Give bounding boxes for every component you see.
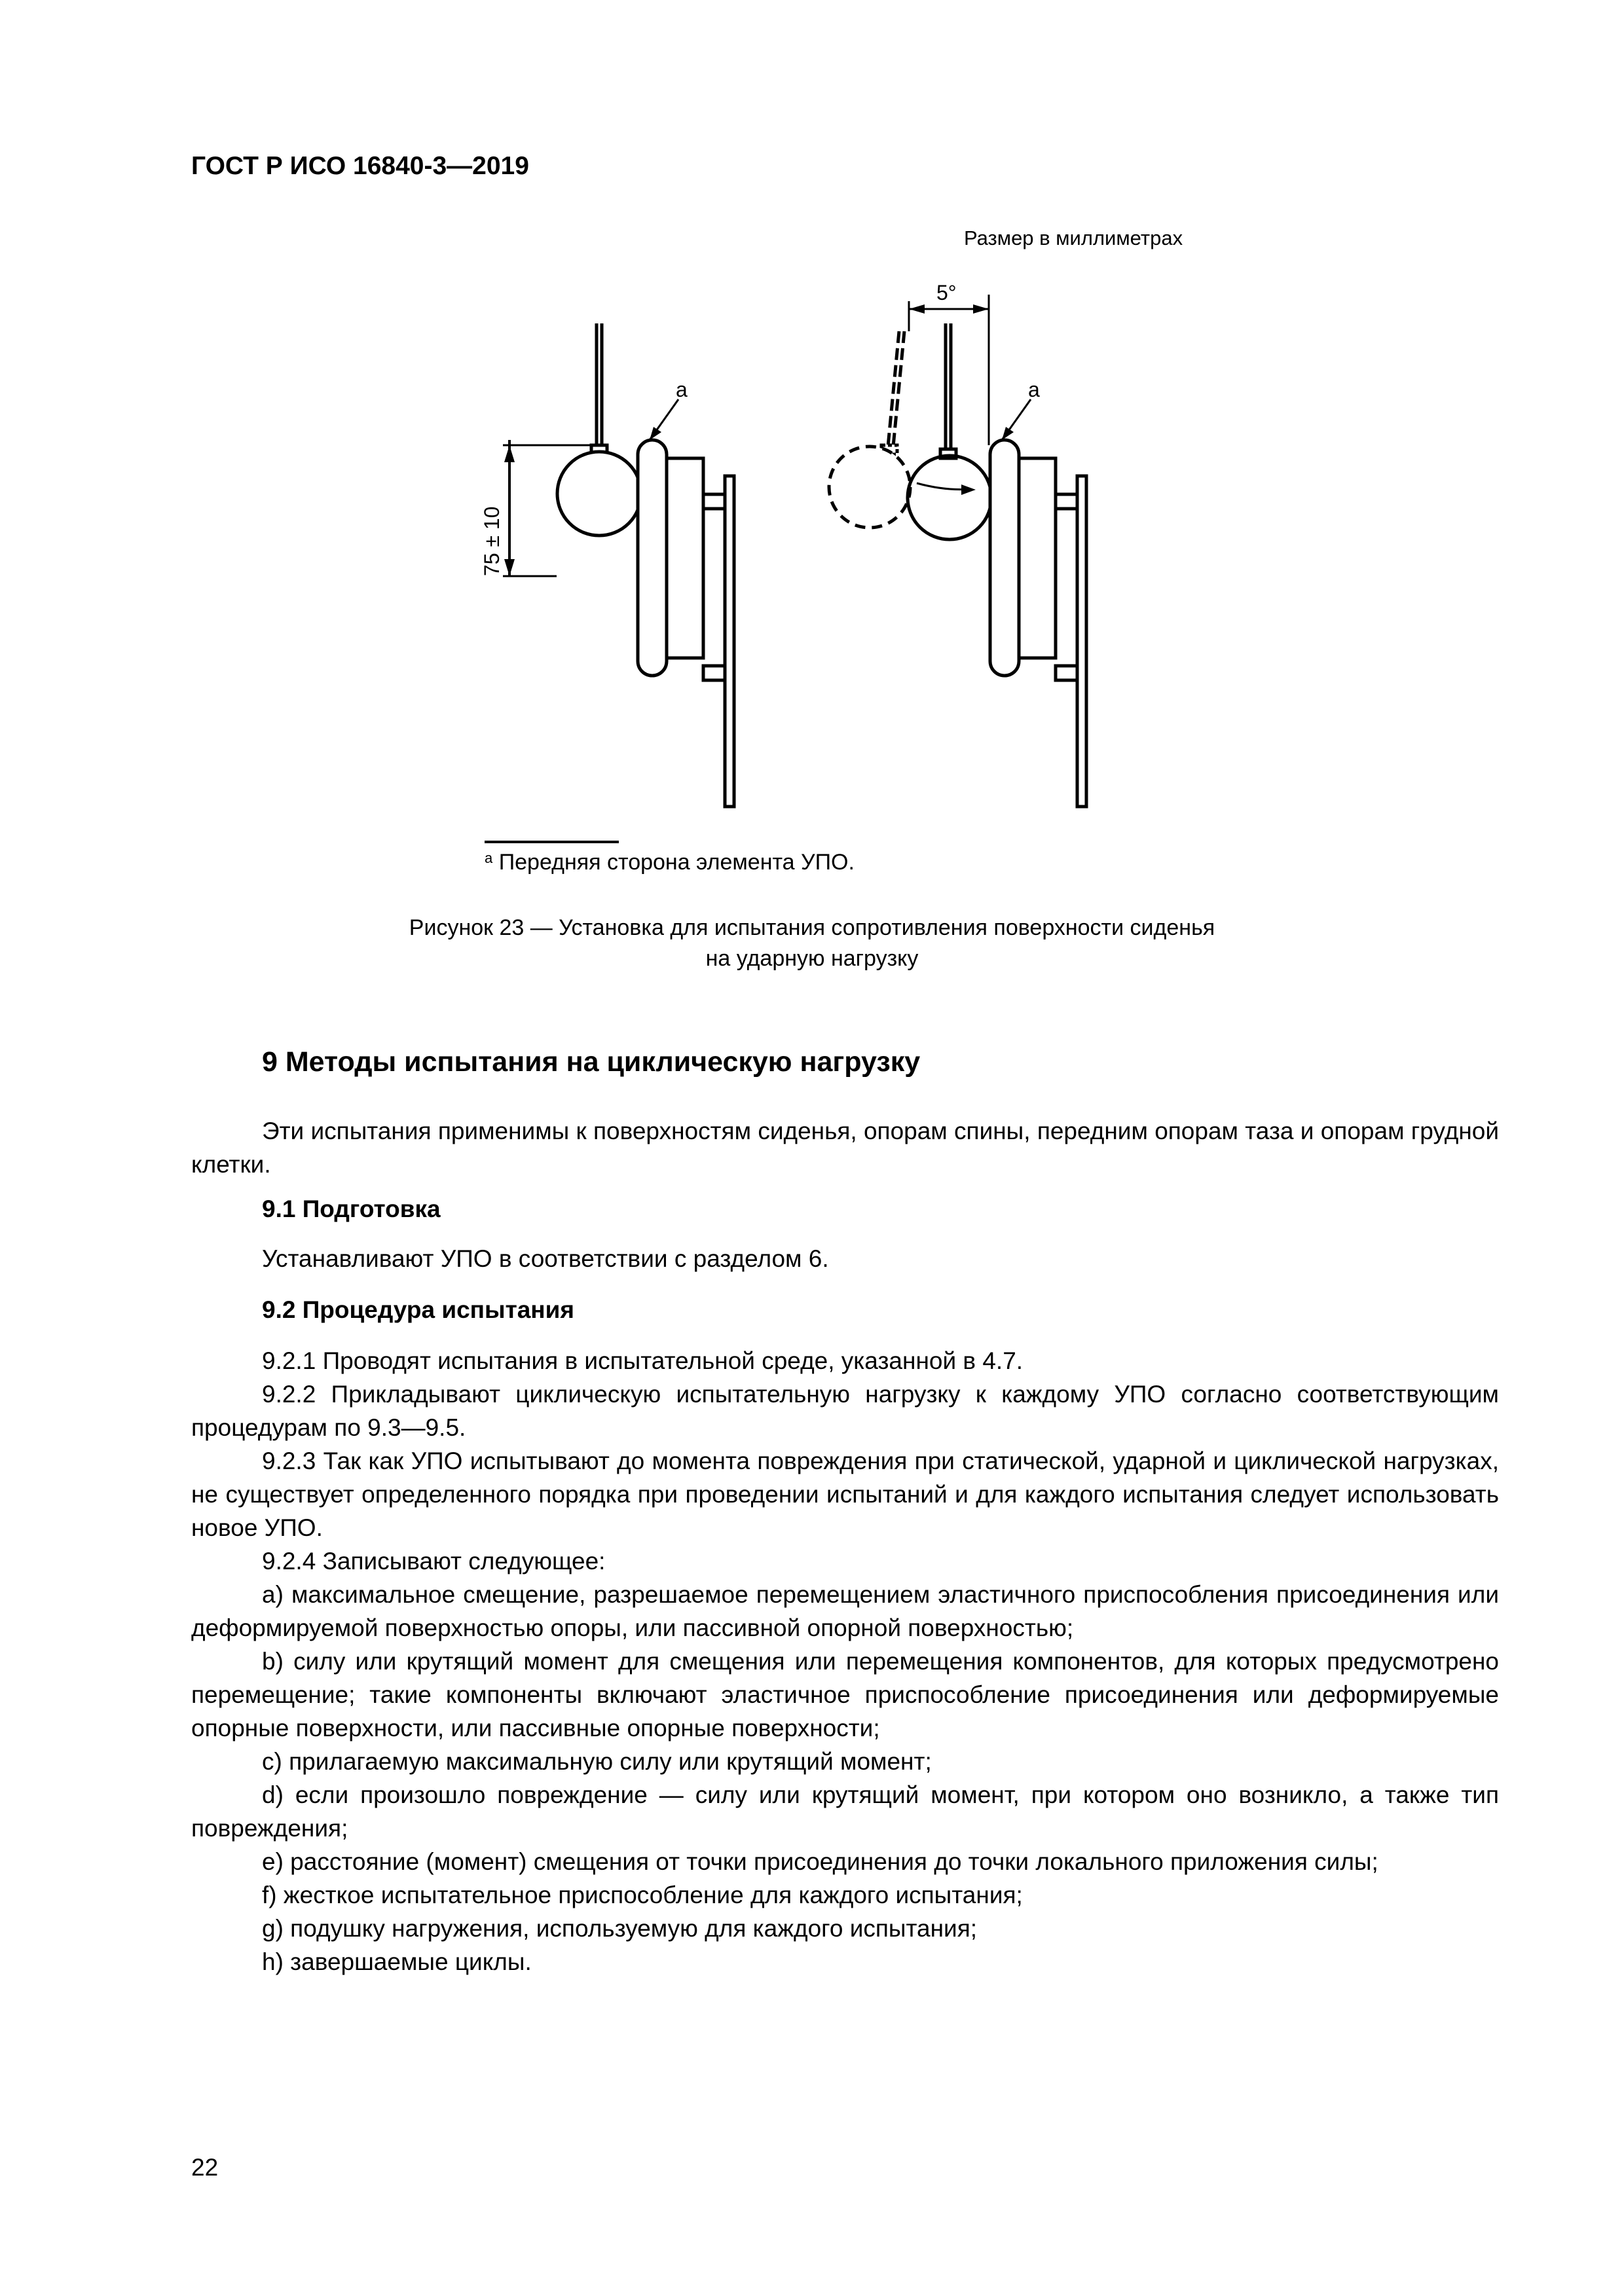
document-code-header: ГОСТ Р ИСО 16840-3—2019 (191, 152, 529, 180)
right-marker-label: а (1028, 378, 1040, 401)
sub1-paragraph: Устанавливают УПО в соответствии с разделом 6. (262, 1245, 829, 1272)
left-seat-cushion (667, 458, 703, 658)
paragraph-9-2-3: 9.2.3 Так как УПО испытывают до момента повреждения при статической, ударной и циклической нагрузках, не существует определенного порядка при проведении испытаний и для каждого испытания следует использовать новое УПО. (191, 1448, 1499, 1541)
right-ball-start-position (829, 446, 910, 528)
caption-line-1: Рисунок 23 — Установка для испытания сопротивления поверхности сиденья (409, 915, 1215, 940)
footnote-text: Передняя сторона элемента УПО. (498, 850, 855, 875)
dimension-label: 75 ± 10 (480, 506, 504, 576)
page-number: 22 (191, 2154, 219, 2181)
figure-23-diagram (458, 268, 1139, 818)
paragraph-9-2-1: 9.2.1 Проводят испытания в испытательной среде, указанной в 4.7. (262, 1347, 1024, 1374)
list-item: a) максимальное смещение, разрешаемое перемещением эластичного приспособления присоединения или деформируемой поверхностью опоры, или пассивной опорной поверхностью; (191, 1581, 1499, 1641)
list-item: d) если произошло повреждение — силу или крутящий момент, при котором оно возникло, а также тип повреждения; (191, 1781, 1499, 1842)
section-title: 9 Методы испытания на циклическую нагрузку (262, 1046, 921, 1078)
left-mount-plate (725, 476, 734, 807)
intro-paragraph: Эти испытания применимы к поверхностям сиденья, опорам спины, передним опорам таза и опорам грудной клетки. (191, 1118, 1499, 1178)
footnote-marker: а (485, 850, 493, 866)
right-impactor-ball (908, 456, 991, 539)
angle-label: 5° (936, 281, 957, 304)
subsection-9-1-body (191, 1242, 1499, 1275)
left-seat-surface (638, 440, 667, 676)
list-item: f) жесткое испытательное приспособление для каждого испытания; (262, 1882, 1023, 1908)
list-item: e) расстояние (момент) смещения от точки присоединения до точки локального приложения силы; (262, 1848, 1378, 1875)
left-impactor-ball (557, 452, 641, 536)
subsection-9-1-title: 9.1 Подготовка (262, 1195, 441, 1222)
right-mount-plate (1077, 476, 1086, 807)
list-item: g) подушку нагружения, используемую для каждого испытания; (262, 1915, 978, 1942)
list-item: c) прилагаемую максимальную силу или крутящий момент; (262, 1748, 932, 1775)
paragraph-9-2-2: 9.2.2 Прикладывают циклическую испытательную нагрузку к каждому УПО согласно соответствующим процедурам по 9.3—9.5. (191, 1381, 1499, 1441)
right-seat-cushion (1019, 458, 1056, 658)
list-item: h) завершаемые циклы. (262, 1948, 532, 1975)
figure-footnote (485, 850, 855, 875)
right-seat-surface (990, 440, 1019, 676)
footnote-divider (485, 841, 619, 843)
paragraph-9-2-4: 9.2.4 Записывают следующее: (262, 1548, 606, 1575)
units-note: Размер в миллиметрах (964, 227, 1183, 249)
section-intro (191, 1114, 1499, 1181)
caption-line-2: на ударную нагрузку (705, 946, 919, 971)
left-marker-label: а (676, 378, 688, 401)
figure-caption (327, 913, 1297, 974)
subsection-9-2-body (191, 1344, 1499, 1978)
subsection-9-2-title: 9.2 Процедура испытания (262, 1296, 574, 1323)
list-item: b) силу или крутящий момент для смещения или перемещения компонентов, для которых предусмотрено перемещение; такие компоненты включают эластичное приспособление присоединения или деформируемые опорные поверхности, или пассивные опорные поверхности; (191, 1648, 1499, 1741)
